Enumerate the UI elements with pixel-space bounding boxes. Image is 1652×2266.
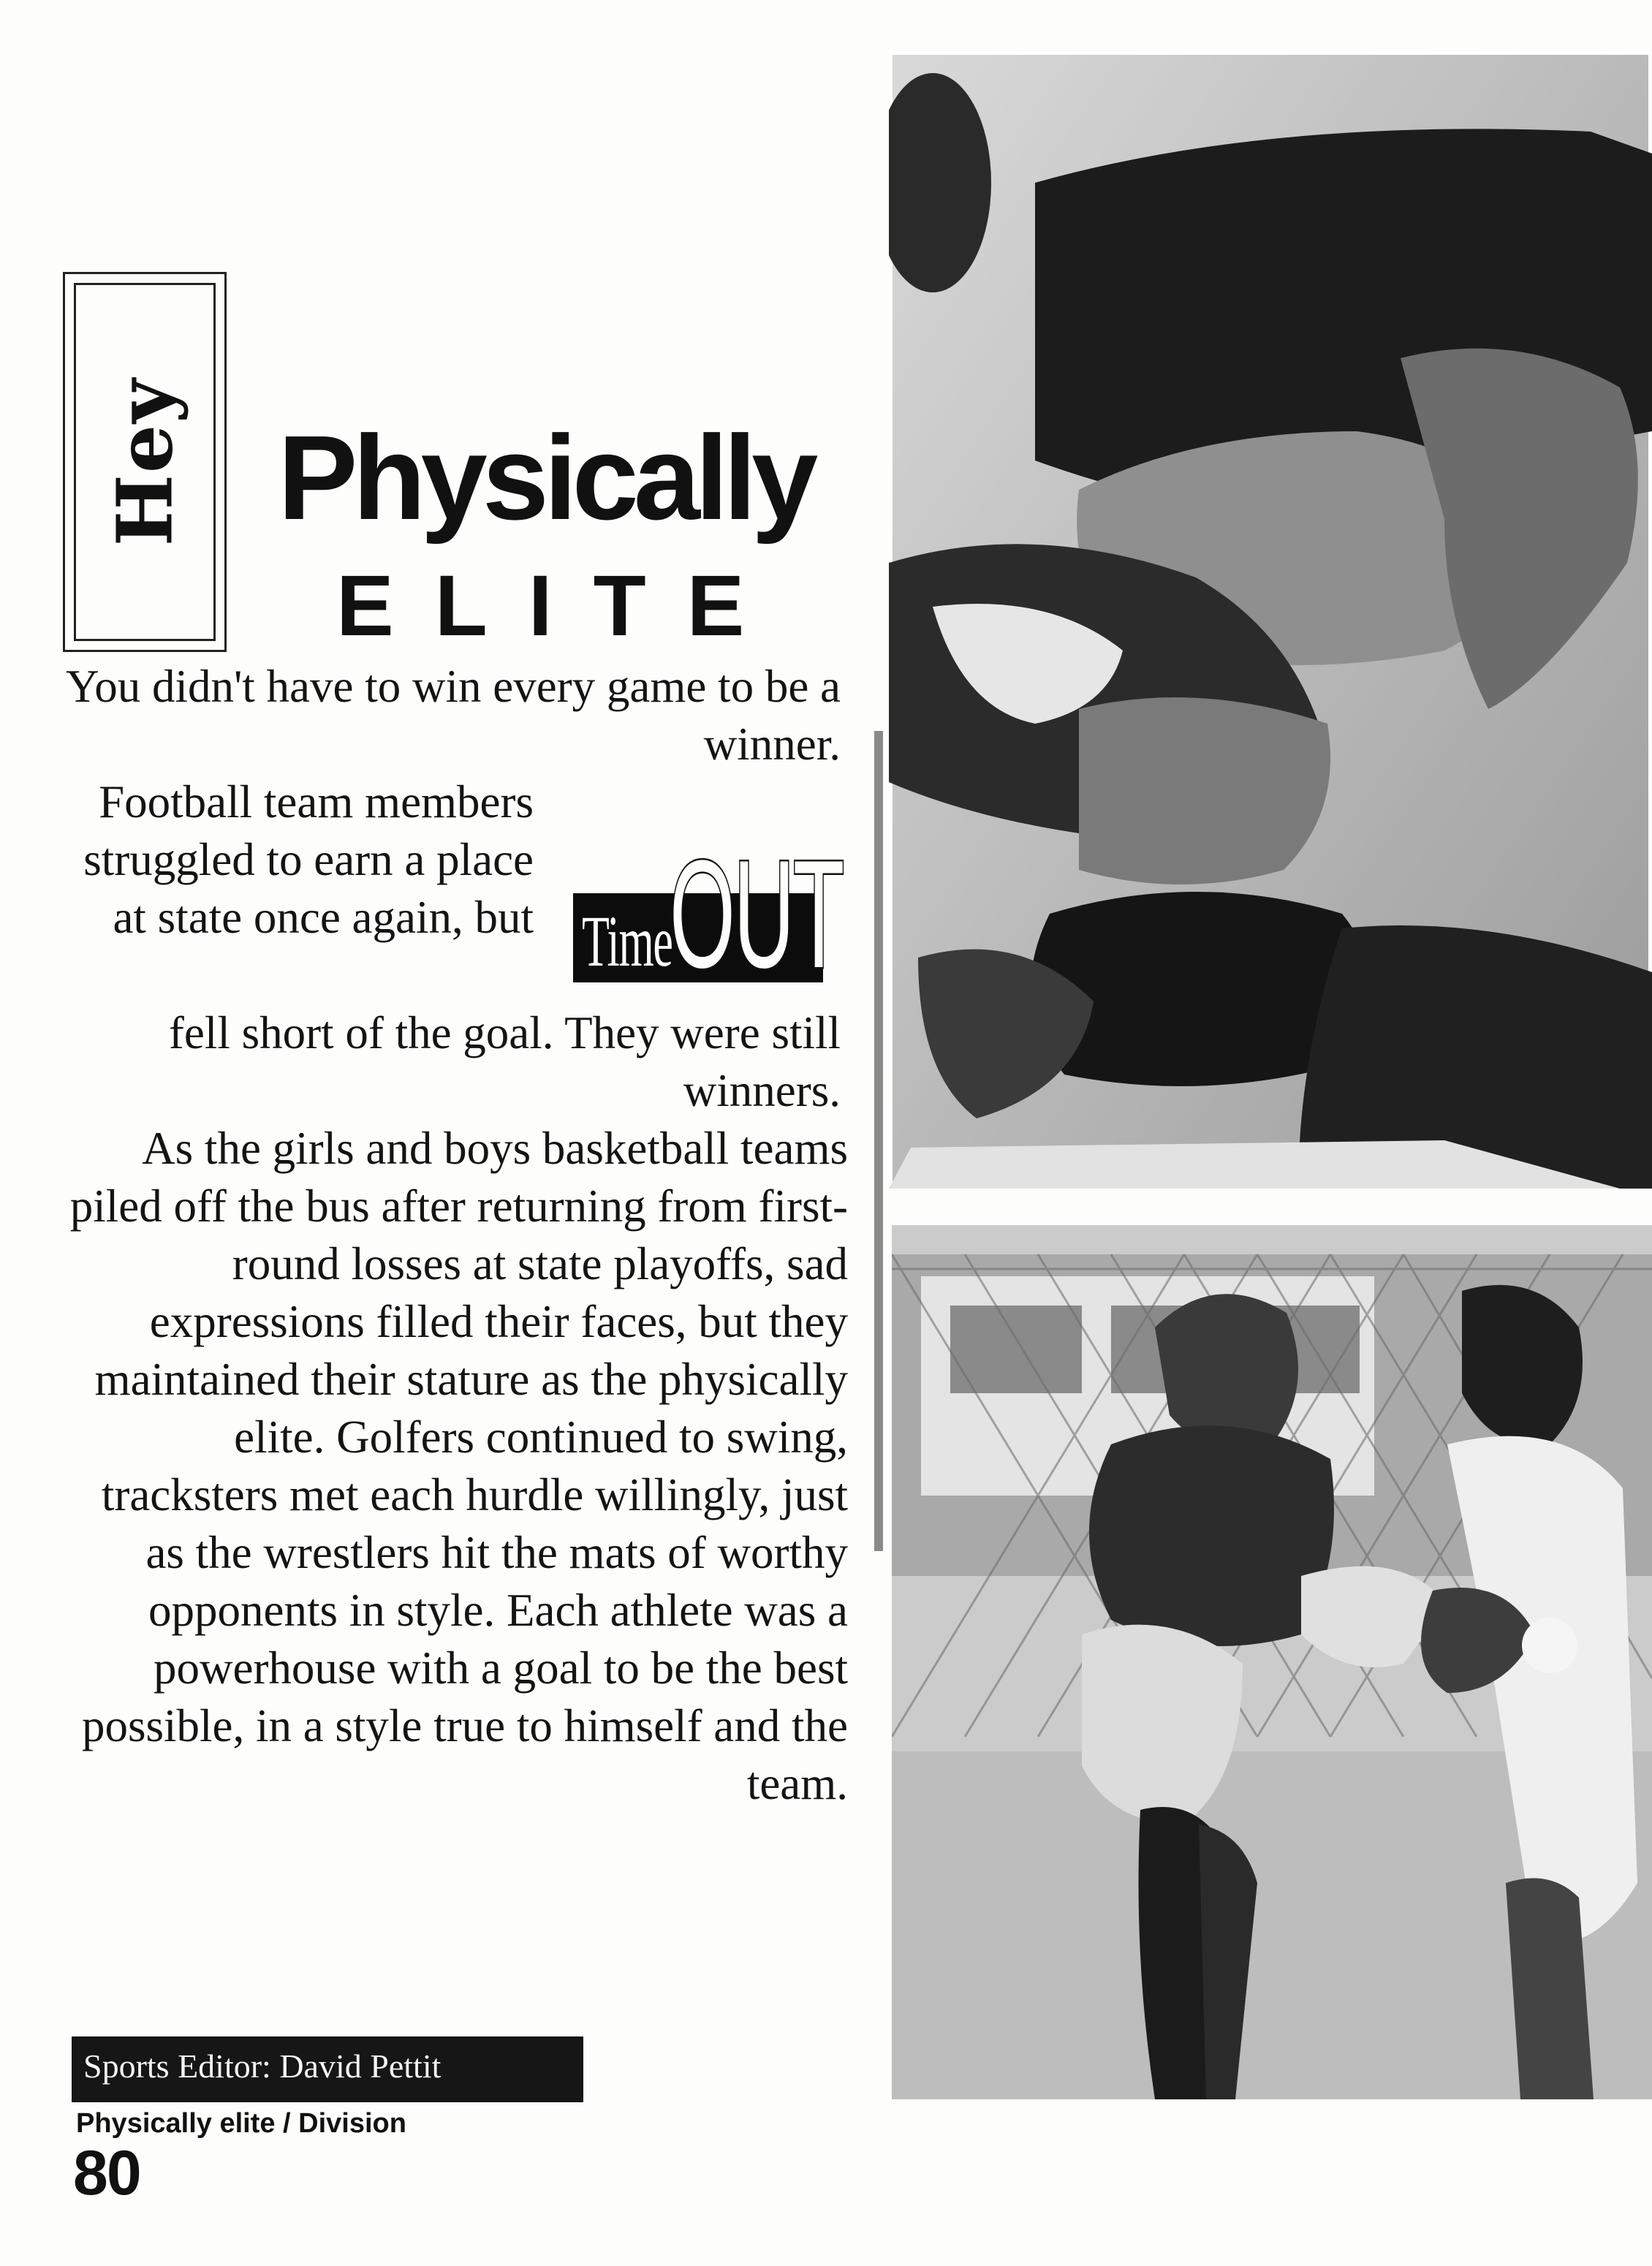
kicker-text: Hey: [99, 377, 190, 547]
headline-line-1: Physically: [278, 411, 814, 545]
time-out-word-out: OUT: [670, 828, 844, 1000]
editor-credit-box: [72, 2036, 583, 2102]
time-out-word-time: Time: [582, 901, 672, 982]
paragraph-football-rest: fell short of the goal. They were still winners.: [168, 1007, 841, 1116]
softball-catcher-photo: [892, 1225, 1652, 2099]
paragraph-football-wrap: Football team members struggled to earn a place at state once again, but: [83, 776, 534, 943]
wrestling-photo: [889, 51, 1652, 1189]
paragraph-athletes: As the girls and boys basketball teams piled off the bus after returning from first-round losses at state playoffs, sad expressions filled their faces, but they maintained their stature as the physically elite. Golfers continued to swing, tracksters met each hurdle willingly, just as the wrestlers hit the mats of worthy opponents in style. Each athlete was a powerhouse with a goal to be the best possible, in a style true to himself and the team.: [69, 1123, 848, 1809]
kicker-inner-border: [74, 283, 216, 641]
column-divider: [874, 731, 883, 1551]
kicker-box: [63, 272, 227, 652]
editor-credit: Sports Editor: David Pettit: [83, 2047, 442, 2085]
page-number: 80: [73, 2138, 140, 2208]
lead-sentence: You didn't have to win every game to be a winner.: [66, 661, 841, 770]
headline-line-2: ELITE: [336, 558, 786, 654]
softball-photo-art: [892, 1225, 1652, 2099]
folio-line: Physically elite / Division: [76, 2108, 406, 2139]
time-out-logo: [573, 828, 844, 1000]
wrestling-photo-art: [889, 51, 1652, 1189]
